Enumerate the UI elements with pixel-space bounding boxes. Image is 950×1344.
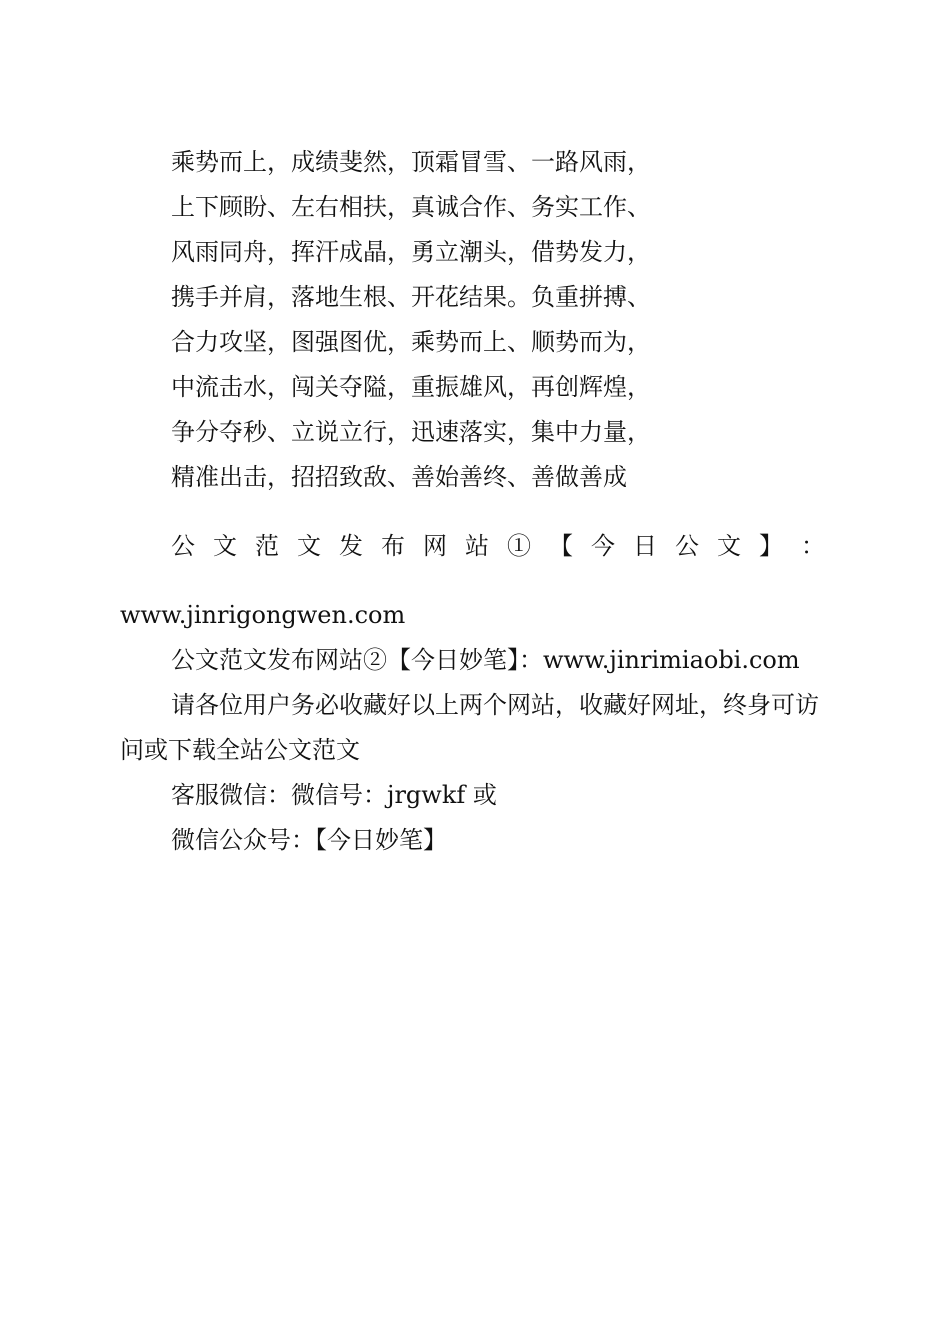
notice-paragraph: 请各位用户务必收藏好以上两个网站，收藏好网址，终身可访问或下载全站公文范文 xyxy=(120,691,819,764)
site1-label: 公 文 范 文 发 布 网 站 ① 【 今 日 公 文 】 ： xyxy=(171,532,825,560)
document-body xyxy=(120,140,825,863)
poem-line-3: 风雨同舟，挥汗成晶，勇立潮头，借势发力， xyxy=(171,238,651,266)
wechat-account: 微信公众号：【今日妙笔】 xyxy=(171,826,447,854)
poem-line-5: 合力攻坚，图强图优，乘势而上、顺势而为， xyxy=(171,328,651,356)
poem-line-8: 精准出击，招招致敌、善始善终、善做善成 xyxy=(171,463,627,491)
service-wechat: 客服微信：微信号：jrgwkf 或 xyxy=(171,781,497,809)
poem-line-2: 上下顾盼、左右相扶，真诚合作、务实工作、 xyxy=(171,193,651,221)
poem-line-6: 中流击水，闯关夺隘，重振雄风，再创辉煌， xyxy=(171,373,651,401)
poem-line-7: 争分夺秒、立说立行，迅速落实，集中力量， xyxy=(171,418,651,446)
site1-url: www.jinrigongwen.com xyxy=(120,601,406,629)
poem-line-1: 乘势而上，成绩斐然，顶霜冒雪、一路风雨， xyxy=(171,148,651,176)
site2-line: 公文范文发布网站②【今日妙笔】：www.jinrimiaobi.com xyxy=(171,646,800,674)
poem-line-4: 携手并肩，落地生根、开花结果。负重拼搏、 xyxy=(171,283,651,311)
